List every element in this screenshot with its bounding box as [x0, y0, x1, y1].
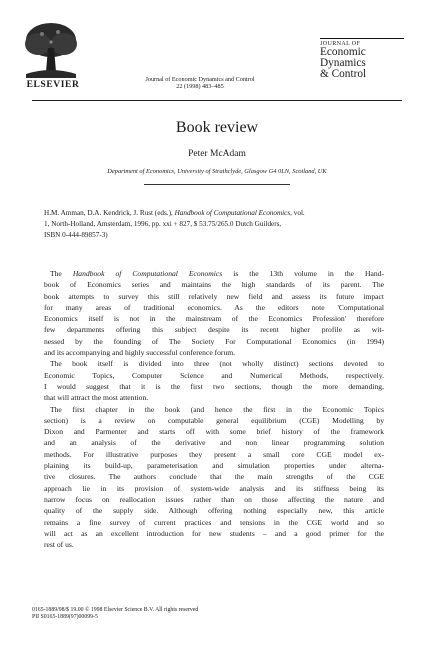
body-line: rest of us.	[44, 540, 74, 550]
copyright-footer	[32, 607, 392, 621]
journal-citation	[110, 76, 290, 91]
review-body	[44, 268, 384, 550]
publisher-logo	[22, 20, 84, 90]
body-line: methods. For illustrative purposes they present a small core CGE model ex-	[44, 449, 384, 459]
body-line: nessed by the founding of The Society For Computational Economics (in 1994)	[44, 336, 384, 346]
body-line: approach lie in its provision of system-wide analysis and its stiffness being its	[44, 483, 384, 493]
masthead-line-3: & Control	[320, 68, 367, 80]
author-name: Peter McAdam	[188, 149, 246, 159]
body-line: The book itself is divided into three (not wholly distinct) sections devoted to	[50, 359, 384, 369]
copyright-line: 0165-1889/98/$ 19.00 © 1998 Elsevier Science B.V. All rights reserved	[32, 607, 199, 613]
body-line: tive closures. The authors conclude that the main strengths of the CGE	[44, 472, 384, 482]
body-line: The first chapter in the book (and hence the first in the Economic Topics	[50, 404, 384, 414]
body-line: and its accompanying and highly successful conference forum.	[44, 348, 236, 358]
publisher-name: ELSEVIER	[26, 80, 80, 90]
body-line: Economics itself is not in the mainstream of the Economics Profession' therefore	[44, 314, 384, 324]
body-line: that will attract the most attention.	[44, 393, 149, 403]
body-line: narrow focus on reallocation issues rather than on those affecting the nature and	[44, 494, 384, 504]
body-line: will act as an excellent introduction for new students – and a good primer for the	[44, 528, 384, 538]
body-line: few departments offering this subject despite its recent higher profile as wit-	[44, 325, 384, 335]
body-line: plaining its build-up, parameterisation and simulation properties under alterna-	[44, 461, 384, 471]
author-affiliation: Department of Economics, University of Strathclyde, Glasgow G4 0LN, Scotland, UK	[107, 168, 327, 175]
citation-line: 1, North-Holland, Amsterdam, 1996, pp. xxi + 827, $ 53.75/265.0 Dutch Guilders,	[44, 219, 282, 228]
citation-line: ISBN 0-444-89857-3)	[44, 230, 108, 239]
masthead-line-1: Economic	[320, 46, 366, 58]
body-line: I would suggest that it is the first two sections, though the more demanding,	[44, 381, 384, 391]
citation-line: H.M. Amman, D.A. Kendrick, J. Rust (eds.), Handbook of Computational Economics, vol.	[44, 209, 305, 217]
body-line: book attempts to survey this still relatively new field and assess its future impact	[44, 291, 384, 301]
elsevier-tree-logo-icon	[22, 20, 80, 80]
body-line: book of Economics series and maintains the high standards of its parent. The	[44, 280, 384, 290]
title-rule	[144, 184, 290, 185]
masthead-prefix: JOURNAL OF	[320, 41, 361, 47]
body-line: Dixon and Parmenter and starts off with some brief history of the framework	[44, 427, 384, 437]
journal-citation-name: Journal of Economic Dynamics and Control	[145, 76, 255, 83]
body-line: Economic Topics, Computer Science and Numerical Methods, respectively.	[44, 370, 384, 380]
body-line: The Handbook of Computational Economics is the 13th volume in the Hand-	[50, 269, 384, 278]
masthead-line-2: Dynamics	[320, 57, 366, 69]
book-citation	[44, 208, 380, 240]
journal-citation-volume: 22 (1998) 483–485	[176, 83, 224, 91]
header-rule	[32, 100, 402, 101]
body-line: remains a fine survey of current practices and tensions in the CGE world and so	[44, 517, 384, 527]
body-line: quality of the supply side. Although offering nothing especially new, this article	[44, 506, 384, 516]
body-line: for many areas of traditional economics. As the editors note 'Computational	[44, 302, 384, 312]
body-line: section) is a review on computable general equilibrium (CGE) Modelling by	[44, 415, 384, 425]
journal-masthead	[320, 38, 404, 80]
body-line: and an analysis of the derivative and non linear programming solution	[44, 438, 384, 448]
pii-line: PII S0165-1889(97)00099-5	[32, 614, 98, 621]
page-title: Book review	[175, 119, 259, 136]
